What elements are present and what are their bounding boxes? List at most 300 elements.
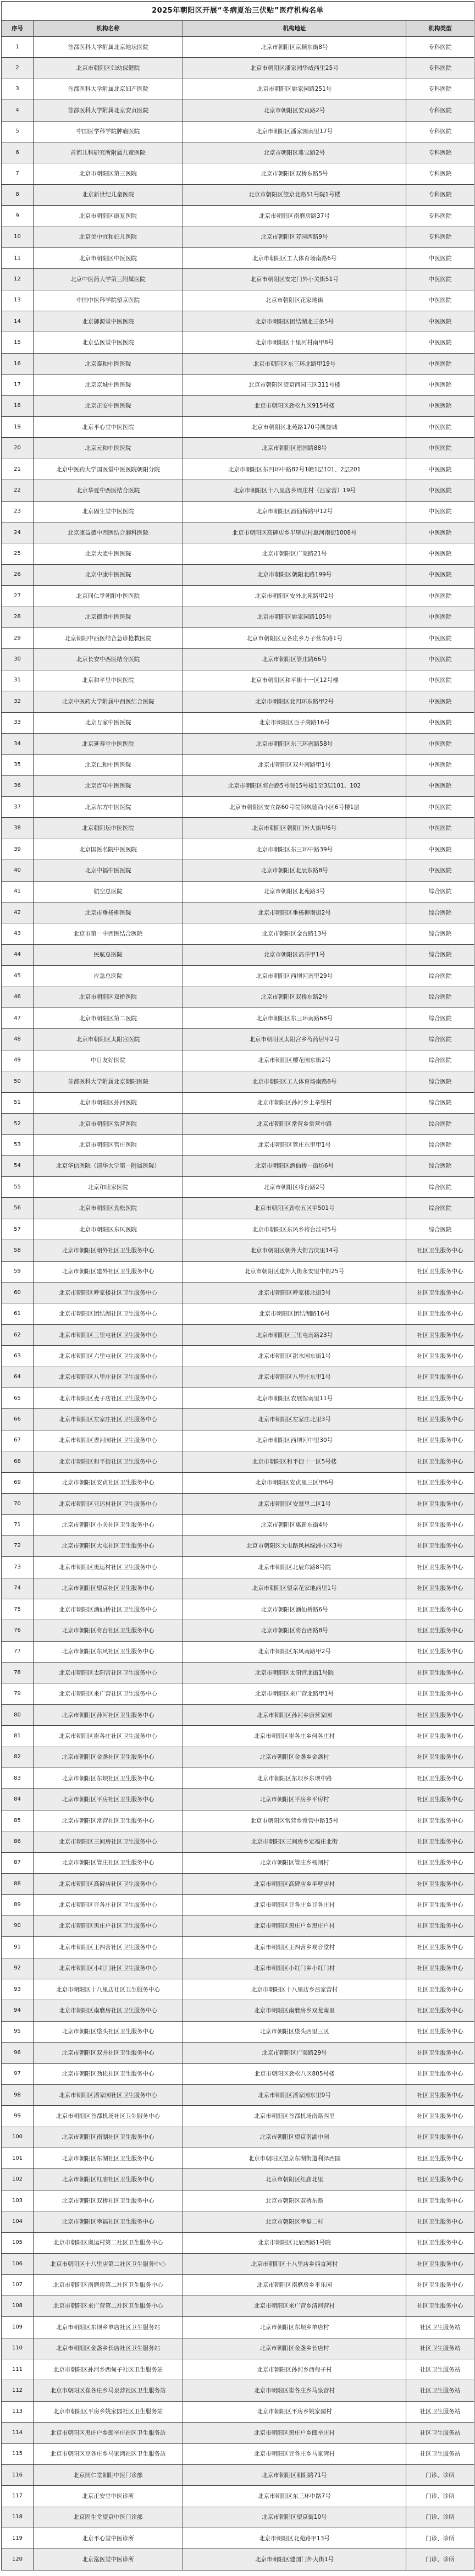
institution-type-cell: 综合医院 xyxy=(406,1050,474,1071)
institution-address-cell: 北京市朝阳区呼家楼北街3号 xyxy=(183,1283,406,1303)
row-number-cell: 17 xyxy=(2,375,34,395)
institution-name-cell: 北京市朝阳区东坝社区卫生服务中心 xyxy=(34,1768,183,1789)
institution-type-cell: 中医医院 xyxy=(406,501,474,522)
institution-name-cell: 北京市第一中西医结合医院 xyxy=(34,923,183,944)
institution-address-cell: 北京市朝阳区东坝乡单店村 xyxy=(183,2317,406,2338)
institution-type-cell: 综合医院 xyxy=(406,1155,474,1176)
institution-type-cell: 中医医院 xyxy=(406,332,474,353)
institution-address-cell: 北京市朝阳区王四营乡观音堂村 xyxy=(183,1937,406,1958)
table-row xyxy=(2,353,474,374)
institution-address-cell: 北京市朝阳区左家庄北里3号 xyxy=(183,1409,406,1430)
row-number-cell: 50 xyxy=(2,1071,34,1092)
row-number-cell: 7 xyxy=(2,163,34,184)
table-row xyxy=(2,628,474,648)
institution-type-cell: 社区卫生服务中心 xyxy=(406,1704,474,1725)
institution-type-cell: 中医医院 xyxy=(406,269,474,290)
table-row xyxy=(2,775,474,796)
institution-name-cell: 北京中医药大学第三附属医院 xyxy=(34,269,183,290)
institution-address-cell: 北京市朝阳区安立路60号院润枫德尚小区6号楼1层 xyxy=(183,797,406,818)
table-row xyxy=(2,987,474,1008)
institution-address-cell: 北京市朝阳区南磨房路37号 xyxy=(183,206,406,227)
institution-address-cell: 北京市朝阳区小红门乡小红门村 xyxy=(183,1958,406,1979)
institution-name-cell: 北京市朝阳区太阳宫社区卫生服务中心 xyxy=(34,1663,183,1683)
institution-name-cell: 北京百年中医医院 xyxy=(34,775,183,796)
row-number-cell: 93 xyxy=(2,1979,34,2000)
row-number-cell: 31 xyxy=(2,670,34,691)
row-number-cell: 37 xyxy=(2,797,34,818)
table-row xyxy=(2,1535,474,1556)
institution-address-cell: 北京市朝阳区雅宝路2号 xyxy=(183,142,406,163)
row-number-cell: 46 xyxy=(2,987,34,1008)
institution-type-cell: 社区卫生服务中心 xyxy=(406,1958,474,1979)
row-number-cell: 44 xyxy=(2,944,34,965)
institution-address-cell: 北京市朝阳区垡头西里三区 xyxy=(183,2021,406,2042)
institution-name-cell: 北京市朝阳区十八里店社区卫生服务中心 xyxy=(34,1979,183,2000)
row-number-cell: 110 xyxy=(2,2338,34,2359)
table-row xyxy=(2,1177,474,1198)
institution-address-cell: 北京市朝阳区甜水园东街1号 xyxy=(183,1346,406,1367)
table-row xyxy=(2,438,474,459)
row-number-cell: 1 xyxy=(2,37,34,58)
row-number-cell: 80 xyxy=(2,1704,34,1725)
institution-name-cell: 北京市朝阳区妇幼保健院 xyxy=(34,58,183,79)
institution-address-cell: 北京市朝阳区北辰东路8号院 xyxy=(183,1557,406,1578)
institution-address-cell: 北京市朝阳区东坝乡东坝中路 xyxy=(183,1768,406,1789)
row-number-cell: 98 xyxy=(2,2084,34,2105)
institution-type-cell: 社区卫生服务中心 xyxy=(406,1663,474,1683)
row-number-cell: 61 xyxy=(2,1303,34,1324)
table-row xyxy=(2,1641,474,1662)
institution-name-cell: 北京市垂杨柳医院 xyxy=(34,902,183,923)
institution-name-cell: 北京康益德中西医结合肺科医院 xyxy=(34,522,183,543)
row-number-cell: 104 xyxy=(2,2211,34,2232)
institution-address-cell: 北京市朝阳区双井南路甲1号 xyxy=(183,755,406,775)
institution-name-cell: 北京市朝阳区左家庄社区卫生服务中心 xyxy=(34,1409,183,1430)
table-row xyxy=(2,184,474,205)
institution-name-cell: 北京市朝阳区东坝乡单店社区卫生服务站 xyxy=(34,2317,183,2338)
table-row xyxy=(2,2211,474,2232)
institution-name-cell: 北京中康中医医院 xyxy=(34,564,183,585)
institution-address-cell: 北京市朝阳区东风南路甲2号 xyxy=(183,1641,406,1662)
table-row xyxy=(2,2084,474,2105)
institution-name-cell: 北京市朝阳区双桥医院 xyxy=(34,987,183,1008)
row-number-cell: 20 xyxy=(2,438,34,459)
row-number-cell: 21 xyxy=(2,459,34,480)
row-number-cell: 90 xyxy=(2,1916,34,1936)
institution-address-cell: 北京市朝阳区安定门外小关街51号 xyxy=(183,269,406,290)
institution-name-cell: 北京市朝阳区东风社区卫生服务中心 xyxy=(34,1641,183,1662)
institution-name-cell: 北京市朝阳区平房乡姚家园社区卫生服务站 xyxy=(34,2401,183,2422)
table-row xyxy=(2,797,474,818)
institution-name-cell: 北京市朝阳区常营医院 xyxy=(34,1113,183,1134)
row-number-cell: 24 xyxy=(2,522,34,543)
institution-type-cell: 中医医院 xyxy=(406,586,474,607)
institution-type-cell: 社区卫生服务中心 xyxy=(406,1683,474,1704)
institution-name-cell: 北京市朝阳区崔各庄乡马泉营社区卫生服务站 xyxy=(34,2380,183,2401)
table-row xyxy=(2,1557,474,1578)
table-row xyxy=(2,1895,474,1916)
row-number-cell: 100 xyxy=(2,2127,34,2148)
row-number-cell: 60 xyxy=(2,1283,34,1303)
table-row xyxy=(2,1451,474,1472)
institution-address-cell: 北京市朝阳区三间房乡定福庄北街 xyxy=(183,1831,406,1852)
row-number-cell: 43 xyxy=(2,923,34,944)
institution-type-cell: 中医医院 xyxy=(406,691,474,712)
institution-type-cell: 社区卫生服务中心 xyxy=(406,1557,474,1578)
row-number-cell: 87 xyxy=(2,1852,34,1873)
table-row xyxy=(2,2127,474,2148)
row-number-cell: 68 xyxy=(2,1451,34,1472)
table-row xyxy=(2,2063,474,2084)
institution-type-cell: 社区卫生服务中心 xyxy=(406,2169,474,2190)
institution-address-cell: 北京市朝阳区建国门外大街1号 xyxy=(183,2549,406,2570)
institution-name-cell: 首都医科大学附属北京地坛医院 xyxy=(34,37,183,58)
institution-type-cell: 综合医院 xyxy=(406,1008,474,1028)
institution-type-cell: 综合医院 xyxy=(406,1092,474,1113)
institution-name-cell: 北京市朝阳区黑庄户乡郎辛庄社区卫生服务站 xyxy=(34,2423,183,2443)
table-row xyxy=(2,1979,474,2000)
institution-address-cell: 北京市朝阳区劲松九区915号楼 xyxy=(183,395,406,416)
table-row xyxy=(2,2507,474,2528)
institution-address-cell: 北京市朝阳区京顺东街8号 xyxy=(183,37,406,58)
institution-address-cell: 北京市朝阳区望京西园三区311号楼 xyxy=(183,375,406,395)
institution-name-cell: 北京东方中医医院 xyxy=(34,797,183,818)
institution-type-cell: 中医医院 xyxy=(406,818,474,839)
table-row xyxy=(2,2275,474,2296)
row-number-cell: 102 xyxy=(2,2169,34,2190)
table-row xyxy=(2,2359,474,2380)
institution-address-cell: 北京市朝阳区豆各庄乡豆各庄村 xyxy=(183,1895,406,1916)
institution-address-cell: 北京市朝阳区南磨房乡平乐园 xyxy=(183,2275,406,2296)
table-row xyxy=(2,1430,474,1451)
institution-address-cell: 北京市朝阳区北辰西路1号院 xyxy=(183,2232,406,2253)
institution-address-cell: 北京市朝阳区酒仙桥路6号 xyxy=(183,1599,406,1620)
table-row xyxy=(2,1324,474,1345)
institution-address-cell: 北京市朝阳区百子湾路16号 xyxy=(183,712,406,733)
institution-type-cell: 社区卫生服务中心 xyxy=(406,1451,474,1472)
institution-address-cell: 北京市朝阳区劲松八区805号楼 xyxy=(183,2063,406,2084)
institution-type-cell: 门诊、诊所 xyxy=(406,2507,474,2528)
row-number-cell: 49 xyxy=(2,1050,34,1071)
institution-name-cell: 北京市朝阳区东风医院 xyxy=(34,1219,183,1240)
institution-name-cell: 北京市朝阳区奥运村社区卫生服务中心 xyxy=(34,1557,183,1578)
table-row xyxy=(2,2232,474,2253)
table-row xyxy=(2,227,474,247)
row-number-cell: 29 xyxy=(2,628,34,648)
table-row xyxy=(2,1283,474,1303)
institution-name-cell: 北京华信医院（清华大学第一附属医院） xyxy=(34,1155,183,1176)
institution-name-cell: 北京市朝阳区十八里店第二社区卫生服务中心 xyxy=(34,2254,183,2275)
institution-type-cell: 中医医院 xyxy=(406,607,474,628)
row-number-cell: 73 xyxy=(2,1557,34,1578)
table-row xyxy=(2,1219,474,1240)
institution-address-cell: 北京市朝阳区北苑路170号凯旋城 xyxy=(183,417,406,438)
institution-name-cell: 民航总医院 xyxy=(34,944,183,965)
institution-type-cell: 专科医院 xyxy=(406,100,474,121)
institution-type-cell: 社区卫生服务中心 xyxy=(406,1367,474,1388)
institution-address-cell: 北京市朝阳区双桥东路 xyxy=(183,2190,406,2211)
row-number-cell: 33 xyxy=(2,712,34,733)
institution-address-cell: 北京市朝阳区将台路2号 xyxy=(183,1177,406,1198)
row-number-cell: 81 xyxy=(2,1726,34,1747)
institution-name-cell: 北京市朝阳区管庄社区卫生服务中心 xyxy=(34,1852,183,1873)
institution-name-cell: 北京市朝阳区望京社区卫生服务中心 xyxy=(34,1578,183,1599)
row-number-cell: 26 xyxy=(2,564,34,585)
row-number-cell: 28 xyxy=(2,607,34,628)
table-row xyxy=(2,1198,474,1219)
row-number-cell: 116 xyxy=(2,2464,34,2485)
institution-address-cell: 北京市朝阳区南磨房乡双龙南里 xyxy=(183,2000,406,2021)
institution-name-cell: 北京市朝阳区南湖社区卫生服务中心 xyxy=(34,2127,183,2148)
table-row xyxy=(2,1873,474,1894)
institution-type-cell: 专科医院 xyxy=(406,58,474,79)
table-row xyxy=(2,142,474,163)
institution-address-cell: 北京市朝阳区金台路13号 xyxy=(183,923,406,944)
institution-address-cell: 北京市朝阳区平房乡姚家园村 xyxy=(183,2401,406,2422)
table-row xyxy=(2,1726,474,1747)
institution-type-cell: 综合医院 xyxy=(406,987,474,1008)
table-row xyxy=(2,586,474,607)
institution-type-cell: 综合医院 xyxy=(406,1198,474,1219)
institution-name-cell: 北京国医名院中医医院 xyxy=(34,839,183,860)
table-row xyxy=(2,2423,474,2443)
institution-address-cell: 北京市朝阳区潘家园华威西里25号 xyxy=(183,58,406,79)
institution-address-cell: 北京市朝阳区樱花园东街2号 xyxy=(183,1050,406,1071)
row-number-cell: 13 xyxy=(2,290,34,311)
institution-address-cell: 北京市朝阳区黑庄户乡黑庄户村 xyxy=(183,1916,406,1936)
row-number-cell: 74 xyxy=(2,1578,34,1599)
institution-address-cell: 北京市朝阳区望京花家地西里1号 xyxy=(183,1578,406,1599)
institution-address-cell: 北京市朝阳区崔各庄乡何各庄村 xyxy=(183,1726,406,1747)
institution-name-cell: 北京市朝阳区常营社区卫生服务中心 xyxy=(34,1810,183,1831)
institution-address-cell: 北京市朝阳区团结湖北三条5号 xyxy=(183,311,406,332)
institution-address-cell: 北京市朝阳区安慧里二区1号 xyxy=(183,1493,406,1514)
row-number-cell: 15 xyxy=(2,332,34,353)
table-row xyxy=(2,1683,474,1704)
row-number-cell: 114 xyxy=(2,2423,34,2443)
institution-type-cell: 社区卫生服务中心 xyxy=(406,1283,474,1303)
institution-address-cell: 北京市朝阳区安贞里三区甲6号 xyxy=(183,1472,406,1493)
institution-address-cell: 北京市朝阳区孙河乡西甸子村 xyxy=(183,2359,406,2380)
row-number-cell: 96 xyxy=(2,2043,34,2063)
institution-address-cell: 北京市朝阳区望京南湖中园 xyxy=(183,2127,406,2148)
institution-address-cell: 北京市朝阳区大屯路风林绿洲小区3号 xyxy=(183,1535,406,1556)
institution-type-cell: 社区卫生服务中心 xyxy=(406,1937,474,1958)
institution-type-cell: 社区卫生服务中心 xyxy=(406,1240,474,1261)
row-number-cell: 75 xyxy=(2,1599,34,1620)
institution-type-cell: 综合医院 xyxy=(406,1135,474,1155)
institution-address-cell: 北京市朝阳区来广营北路甲1号 xyxy=(183,1683,406,1704)
table-row xyxy=(2,755,474,775)
institution-address-cell: 北京市朝阳区双桥东路2号 xyxy=(183,987,406,1008)
row-number-cell: 14 xyxy=(2,311,34,332)
institution-address-cell: 北京市朝阳区建国路88号 xyxy=(183,438,406,459)
row-number-cell: 92 xyxy=(2,1958,34,1979)
institution-name-cell: 北京固生堂中医医院 xyxy=(34,501,183,522)
row-number-cell: 19 xyxy=(2,417,34,438)
institution-name-cell: 应急总医院 xyxy=(34,966,183,987)
table-row xyxy=(2,1346,474,1367)
institution-address-cell: 北京市朝阳区八里庄东里1号 xyxy=(183,1367,406,1388)
institution-address-cell: 北京市朝阳区管庄乡杨闸村 xyxy=(183,1852,406,1873)
row-number-cell: 57 xyxy=(2,1219,34,1240)
table-row xyxy=(2,881,474,902)
institution-address-cell: 北京市朝阳区东四环中路82号1幢1层101、2层201 xyxy=(183,459,406,480)
table-row xyxy=(2,2380,474,2401)
table-row xyxy=(2,247,474,268)
institution-type-cell: 社区卫生服务中心 xyxy=(406,1430,474,1451)
table-row xyxy=(2,480,474,501)
table-row xyxy=(2,1092,474,1113)
table-row xyxy=(2,2401,474,2422)
institution-address-cell: 北京市朝阳区高碑店乡半壁店村惠河南街1008号 xyxy=(183,522,406,543)
table-row xyxy=(2,332,474,353)
row-number-cell: 39 xyxy=(2,839,34,860)
institution-address-cell: 北京市朝阳区和平街十一区12号楼 xyxy=(183,670,406,691)
institution-address-cell: 北京市朝阳区广渠路21号 xyxy=(183,543,406,564)
header-name: 机构名称 xyxy=(34,21,183,37)
institution-name-cell: 北京市朝阳区垡头社区卫生服务中心 xyxy=(34,2021,183,2042)
institution-type-cell: 社区卫生服务中心 xyxy=(406,1979,474,2000)
institution-address-cell: 北京市朝阳区望京街10号 xyxy=(183,2507,406,2528)
table-body xyxy=(2,37,474,2571)
row-number-cell: 11 xyxy=(2,247,34,268)
institution-type-cell: 社区卫生服务中心 xyxy=(406,1599,474,1620)
table-row xyxy=(2,1029,474,1050)
institution-type-cell: 中医医院 xyxy=(406,522,474,543)
institution-address-cell: 北京市朝阳区北苑路甲13号 xyxy=(183,2528,406,2549)
institution-address-cell: 北京市朝阳区团结湖路16号 xyxy=(183,1303,406,1324)
institution-name-cell: 北京市朝阳区八里庄社区卫生服务中心 xyxy=(34,1367,183,1388)
institution-name-cell: 北京泰和中医医院 xyxy=(34,353,183,374)
institution-address-cell: 北京市朝阳区管庄东里甲1号 xyxy=(183,1135,406,1155)
institution-type-cell: 社区卫生服务站 xyxy=(406,2359,474,2380)
institution-type-cell: 专科医院 xyxy=(406,121,474,142)
institution-address-cell: 北京市朝阳区金盏乡金盏村 xyxy=(183,1747,406,1768)
institution-type-cell: 中医医院 xyxy=(406,459,474,480)
table-row xyxy=(2,2254,474,2275)
row-number-cell: 8 xyxy=(2,184,34,205)
institution-name-cell: 首都儿科研究所附属儿童医院 xyxy=(34,142,183,163)
institution-name-cell: 北京平心堂中医医院 xyxy=(34,417,183,438)
row-number-cell: 86 xyxy=(2,1831,34,1852)
institution-type-cell: 中医医院 xyxy=(406,438,474,459)
institution-name-cell: 北京市朝阳区大屯社区卫生服务中心 xyxy=(34,1535,183,1556)
institution-address-cell: 北京市朝阳区太阳宫乡芍药居甲2号 xyxy=(183,1029,406,1050)
row-number-cell: 47 xyxy=(2,1008,34,1028)
institution-type-cell: 专科医院 xyxy=(406,79,474,100)
institution-address-cell: 北京市朝阳区东三环南路68号 xyxy=(183,1008,406,1028)
table-row xyxy=(2,2000,474,2021)
table-row xyxy=(2,543,474,564)
institution-type-cell: 社区卫生服务中心 xyxy=(406,2106,474,2127)
row-number-cell: 58 xyxy=(2,1240,34,1261)
row-number-cell: 70 xyxy=(2,1493,34,1514)
header-no: 序号 xyxy=(2,21,34,37)
institution-type-cell: 社区卫生服务中心 xyxy=(406,1768,474,1789)
institution-type-cell: 社区卫生服务中心 xyxy=(406,1324,474,1345)
institution-table xyxy=(1,1,474,2571)
institution-name-cell: 北京市朝阳区王四营社区卫生服务中心 xyxy=(34,1937,183,1958)
institution-type-cell: 社区卫生服务中心 xyxy=(406,1831,474,1852)
institution-type-cell: 社区卫生服务中心 xyxy=(406,1789,474,1810)
institution-address-cell: 北京市朝阳区幸福二村 xyxy=(183,2211,406,2232)
table-row xyxy=(2,522,474,543)
table-row xyxy=(2,607,474,628)
row-number-cell: 101 xyxy=(2,2148,34,2169)
row-number-cell: 10 xyxy=(2,227,34,247)
row-number-cell: 45 xyxy=(2,966,34,987)
page-title: 2025年朝阳区开展“冬病夏治三伏贴”医疗机构名单 xyxy=(2,2,474,21)
institution-address-cell: 北京市朝阳区常营乡常营中路15号 xyxy=(183,1810,406,1831)
institution-type-cell: 社区卫生服务中心 xyxy=(406,1261,474,1282)
institution-name-cell: 北京市朝阳区酒仙桥社区卫生服务中心 xyxy=(34,1599,183,1620)
institution-name-cell: 北京市朝阳区豆各庄社区卫生服务中心 xyxy=(34,1895,183,1916)
table-row xyxy=(2,206,474,227)
row-number-cell: 115 xyxy=(2,2443,34,2464)
institution-address-cell: 北京市朝阳区姚家园路105号 xyxy=(183,607,406,628)
row-number-cell: 34 xyxy=(2,733,34,754)
institution-type-cell: 社区卫生服务站 xyxy=(406,2317,474,2338)
institution-type-cell: 专科医院 xyxy=(406,142,474,163)
institution-type-cell: 中医医院 xyxy=(406,755,474,775)
institution-name-cell: 北京中医药大学附属中西医结合医院 xyxy=(34,691,183,712)
row-number-cell: 107 xyxy=(2,2275,34,2296)
row-number-cell: 32 xyxy=(2,691,34,712)
institution-name-cell: 北京长安中西医结合医院 xyxy=(34,649,183,670)
row-number-cell: 88 xyxy=(2,1873,34,1894)
institution-type-cell: 中医医院 xyxy=(406,712,474,733)
institution-type-cell: 专科医院 xyxy=(406,227,474,247)
table-row xyxy=(2,670,474,691)
row-number-cell: 66 xyxy=(2,1409,34,1430)
row-number-cell: 69 xyxy=(2,1472,34,1493)
institution-address-cell: 北京市朝阳区望京北路51号院1号楼 xyxy=(183,184,406,205)
institution-name-cell: 中国中医科学院望京医院 xyxy=(34,290,183,311)
row-number-cell: 27 xyxy=(2,586,34,607)
row-number-cell: 91 xyxy=(2,1937,34,1958)
institution-name-cell: 北京中医药大学国医堂中医医院朝阳分院 xyxy=(34,459,183,480)
institution-address-cell: 北京市朝阳区东三环南路58号 xyxy=(183,733,406,754)
institution-address-cell: 北京市朝阳区芳园西路9号 xyxy=(183,227,406,247)
table-row xyxy=(2,564,474,585)
row-number-cell: 113 xyxy=(2,2401,34,2422)
institution-name-cell: 北京市朝阳区团结湖社区卫生服务中心 xyxy=(34,1303,183,1324)
institution-type-cell: 中医医院 xyxy=(406,797,474,818)
row-number-cell: 9 xyxy=(2,206,34,227)
institution-address-cell: 北京市朝阳区平房乡平房村 xyxy=(183,1789,406,1810)
institution-name-cell: 北京市朝阳区南磨房社区卫生服务中心 xyxy=(34,2000,183,2021)
row-number-cell: 5 xyxy=(2,121,34,142)
institution-type-cell: 社区卫生服务站 xyxy=(406,2401,474,2422)
institution-name-cell: 北京固生堂望京中医门诊部 xyxy=(34,2507,183,2528)
row-number-cell: 89 xyxy=(2,1895,34,1916)
row-number-cell: 117 xyxy=(2,2486,34,2507)
institution-address-cell: 北京市朝阳区红庙北里 xyxy=(183,2169,406,2190)
institution-address-cell: 北京市朝阳区崔各庄乡马泉营村 xyxy=(183,2380,406,2401)
institution-address-cell: 北京市朝阳区酒仙桥路甲12号 xyxy=(183,501,406,522)
table-row xyxy=(2,1789,474,1810)
institution-type-cell: 中医医院 xyxy=(406,649,474,670)
institution-address-cell: 北京市朝阳区豆各庄乡马家湾村 xyxy=(183,2443,406,2464)
institution-name-cell: 中国医学科学院肿瘤医院 xyxy=(34,121,183,142)
row-number-cell: 109 xyxy=(2,2317,34,2338)
institution-type-cell: 社区卫生服务中心 xyxy=(406,1873,474,1894)
row-number-cell: 18 xyxy=(2,395,34,416)
institution-type-cell: 社区卫生服务中心 xyxy=(406,1493,474,1514)
table-row xyxy=(2,1240,474,1261)
institution-address-cell: 北京市朝阳区三里屯南路23号 xyxy=(183,1324,406,1345)
